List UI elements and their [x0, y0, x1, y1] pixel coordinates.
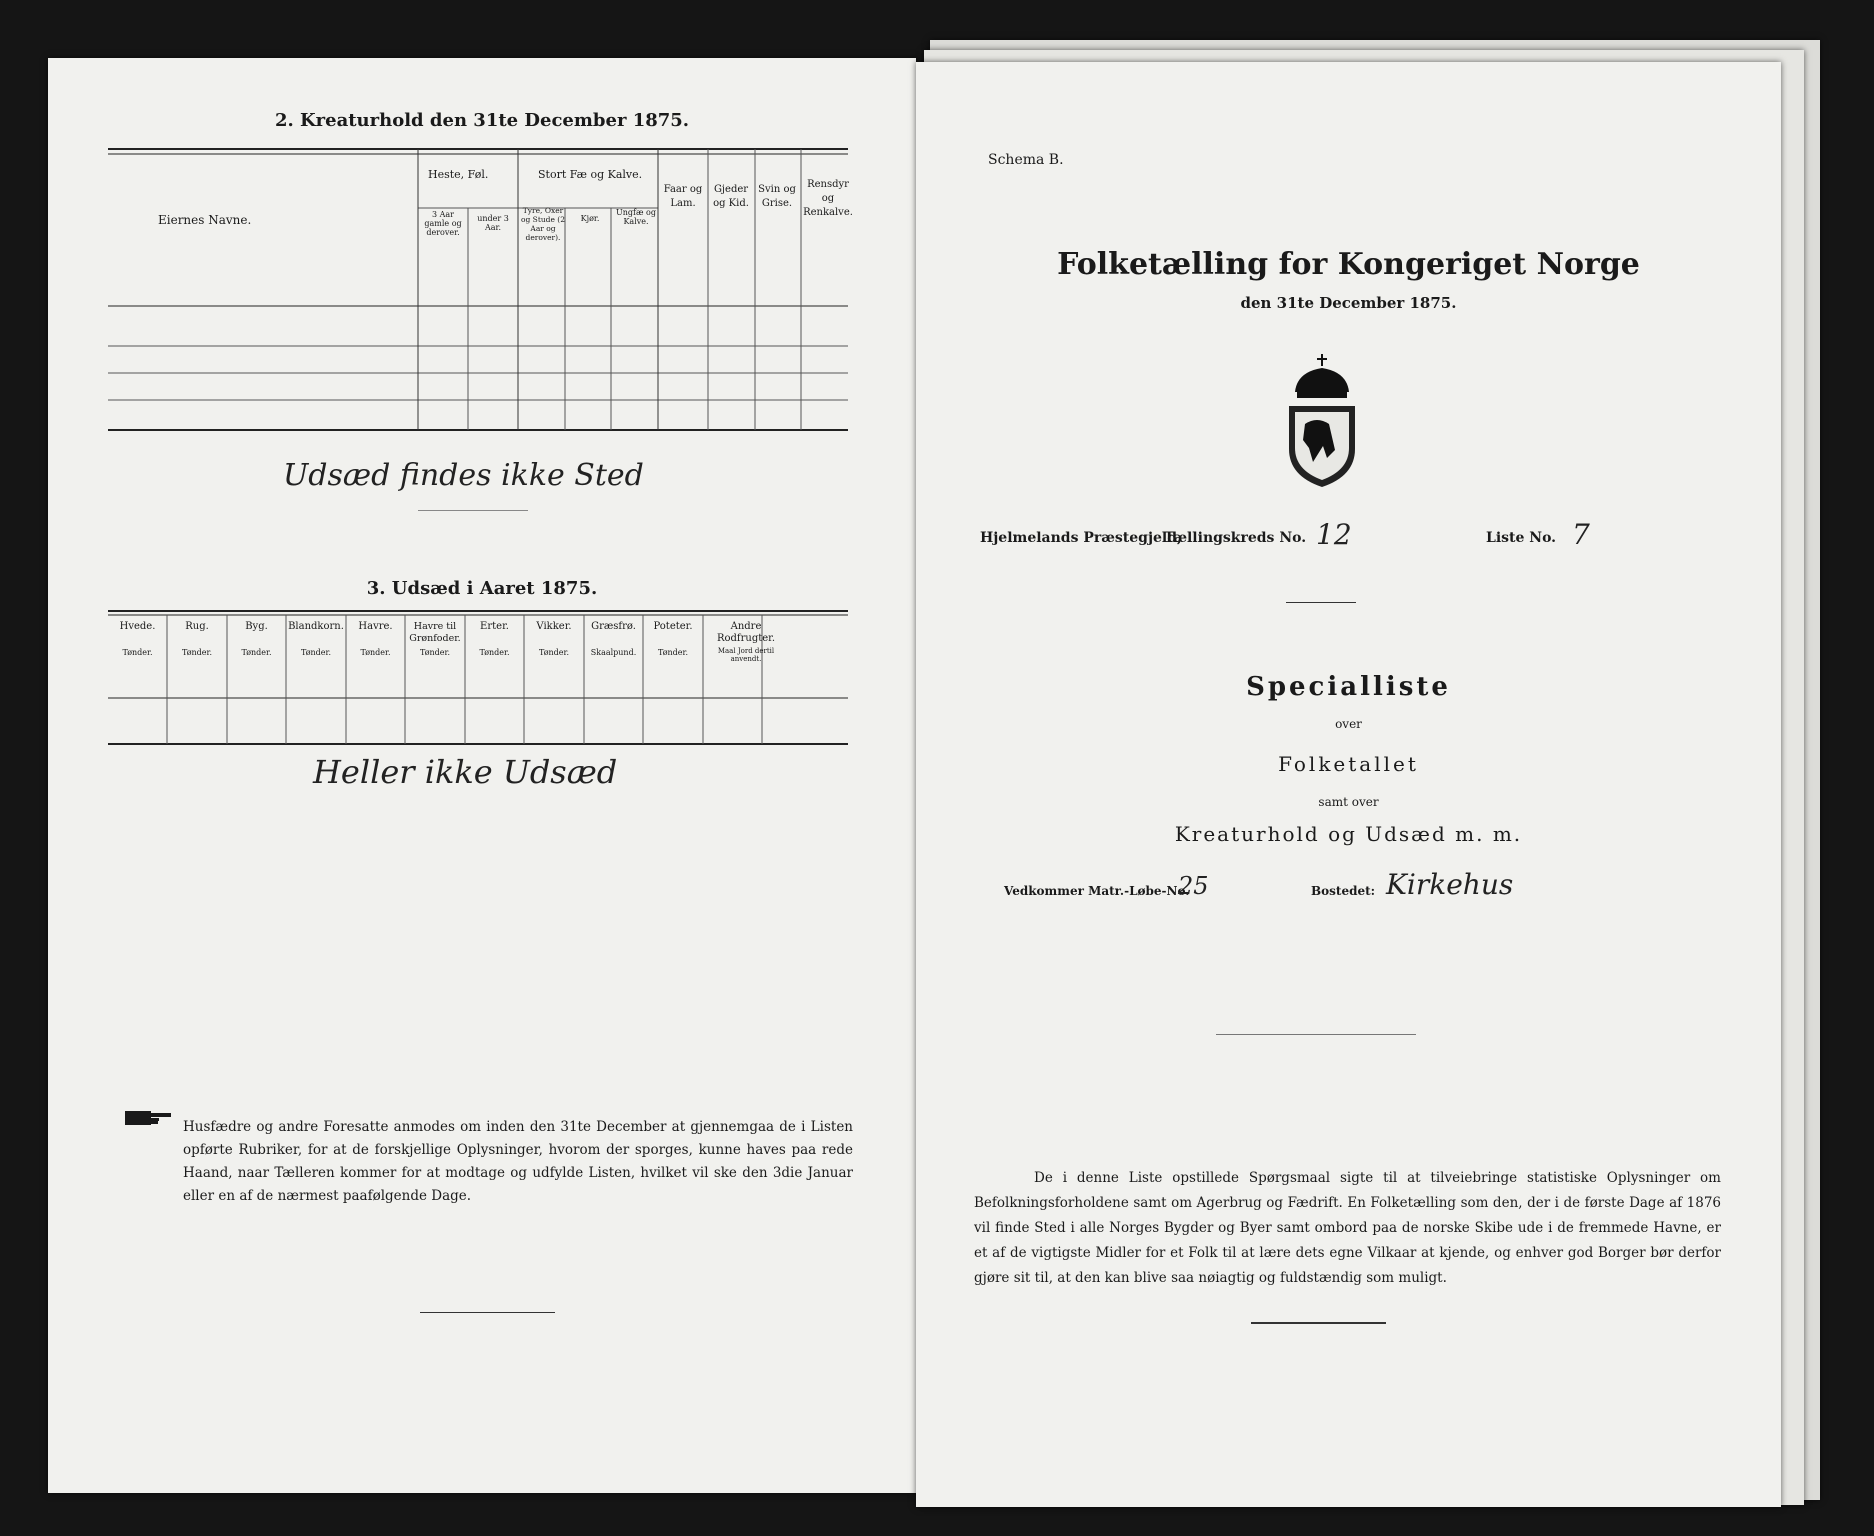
crop-name: Vikker. [536, 621, 572, 632]
crop-unit: Tønder. [419, 648, 451, 657]
document-date: den 31te December 1875. [1240, 294, 1457, 312]
divider [420, 1312, 555, 1313]
crop-name: Andre Rodfrugter. [716, 621, 776, 644]
crop-name: Poteter. [653, 621, 693, 632]
bosted-value: Kirkehus [1386, 868, 1514, 901]
matr-number: 25 [1178, 872, 1209, 900]
crop-unit: Tønder. [122, 648, 153, 657]
section-3-title: 3. Udsæd i Aaret 1875. [366, 578, 598, 599]
crop-unit: Skaalpund. [590, 648, 637, 657]
crop-name: Blandkorn. [288, 621, 344, 632]
pointing-hand-icon [123, 1106, 179, 1130]
cattle-sub-header: Kjør. [580, 214, 600, 223]
district-number: 12 [1316, 518, 1352, 551]
livestock-label: Kreaturhold og Udsæd m. m. [1174, 822, 1523, 846]
section-2-title: 2. Kreaturhold den 31te December 1875. [274, 110, 690, 131]
right-page [916, 62, 1781, 1507]
crop-unit: Tønder. [181, 648, 213, 657]
crop-unit: Tønder. [538, 648, 570, 657]
horse-header: Heste, Føl. [428, 168, 489, 181]
crop-unit: Tønder. [657, 648, 689, 657]
crops-header-row [108, 621, 848, 663]
document-title: Folketælling for Kongeriget Norge [1057, 247, 1640, 282]
over-label: over [1335, 717, 1362, 731]
cattle-header: Stort Fæ og Kalve. [538, 168, 643, 181]
matr-label: Vedkommer Matr.-Løbe-No. [1004, 884, 1190, 898]
divider [1251, 1322, 1386, 1324]
divider [1286, 602, 1356, 603]
goats-header: Gjeder og Kid. [713, 184, 749, 209]
reindeer-header: Rensdyr og Renkalve. [803, 179, 853, 218]
crop-name: Havre. [358, 621, 393, 632]
list-label: Liste No. [1486, 530, 1557, 546]
crop-unit: Tønder. [300, 648, 332, 657]
pigs-header: Svin og Grise. [758, 184, 796, 209]
crop-unit: Tønder. [479, 648, 510, 657]
horse-sub-header: 3 Aar gamle og derover. [424, 210, 462, 237]
special-list-title: Specialliste [1246, 672, 1451, 702]
parish-label: Hjelmelands Præstegjeld, [980, 530, 1182, 546]
crop-unit: Tønder. [360, 648, 391, 657]
handwritten-note-1: Udsæd findes ikke Sted [283, 458, 644, 493]
notice-paragraph: Husfædre og andre Foresatte anmodes om inden den 31te December at gjennemgaa de i Listen opførte Rubriker, for at de forskjellige Oplysninger, hvorom der sporges, kunne haves paa rede Haand, naar Tælleren kommer for at modtage og udfylde Listen, hvilket vil ske den 3die Januar eller en af de nærmest paafølgende Dage. [183, 1119, 853, 1204]
crop-name: Byg. [245, 621, 268, 632]
crop-name: Erter. [480, 621, 509, 632]
district-label: Tællingskreds No. [1164, 530, 1307, 546]
bosted-label: Bostedet: [1311, 884, 1376, 898]
left-page [48, 58, 916, 1493]
cattle-sub-header: Ungfæ og Kalve. [616, 208, 656, 226]
crop-unit: Maal Jord dertil anvendt. [717, 647, 775, 663]
divider [418, 510, 528, 511]
crop-name: Græsfrø. [591, 621, 636, 632]
handwritten-note-2: Heller ikke Udsæd [313, 753, 618, 791]
crop-name: Hvede. [119, 621, 156, 632]
cattle-sub-header: Tyre, Oxer og Stude (2 Aar og derover). [520, 206, 565, 242]
list-number: 7 [1572, 518, 1590, 551]
horse-sub-header: under 3 Aar. [477, 214, 509, 232]
info-paragraph: De i denne Liste opstillede Spørgsmaal sigte til at tilveiebringe statistiske Oplysninger om Befolkningsforholdene samt om Agerbrug og Fædrift. En Folketælling som den, der i de første Dage af 1876 vil finde Sted i alle Norges Bygder og Byer samt ombord paa de norske Skibe ude i de fremmede Havne, er et af de vigtigste Midler for et Folk til at lære dets egne Vilkaar at kjende, og enhver god Borger bør derfor gjøre sit til, at den kan blive saa nøiagtig og fuldstændig som muligt. [974, 1170, 1721, 1286]
crop-unit: Tønder. [241, 648, 272, 657]
samt-over-label: samt over [1318, 795, 1379, 809]
sheep-header: Faar og Lam. [663, 184, 703, 209]
population-label: Folketallet [1278, 752, 1419, 776]
owners-column-header: Eiernes Navne. [158, 213, 252, 227]
crop-name: Havre til Grønfoder. [409, 621, 461, 644]
coat-of-arms-icon [1283, 354, 1361, 489]
crop-name: Rug. [185, 621, 209, 632]
schema-label: Schema B. [988, 152, 1064, 168]
divider [1216, 1034, 1416, 1035]
